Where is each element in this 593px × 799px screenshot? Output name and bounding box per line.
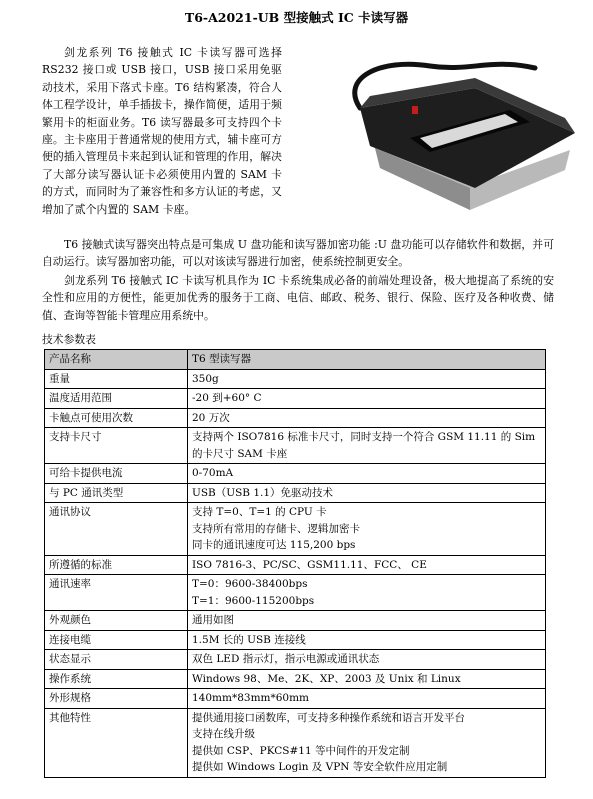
spec-value-line: T=0：9600-38400bps xyxy=(192,578,308,590)
spec-table-row xyxy=(45,611,546,631)
spec-value-line: 支持两个 ISO7816 标准卡尺寸，同时支持一个符合 GSM 11.11 的 Sim 的卡尺寸 SAM 卡座 xyxy=(192,431,536,460)
spec-value xyxy=(188,669,546,689)
spec-table xyxy=(44,349,546,778)
spec-value xyxy=(188,630,546,650)
spec-table-row xyxy=(45,408,546,428)
spec-value-line: 双色 LED 指示灯，指示电源或通讯状态 xyxy=(192,653,380,665)
spec-table-row xyxy=(45,650,546,670)
spec-table-heading: 技术参数表 xyxy=(42,333,96,346)
spec-key: 通讯速率 xyxy=(45,575,188,611)
spec-value-line: -20 到+60° C xyxy=(192,392,262,404)
spec-value-line: USB（USB 1.1）免驱动技术 xyxy=(192,486,334,499)
header-product-name: 产品名称 xyxy=(45,350,188,370)
paragraph-usb-feature: T6 接触式读写器突出特点是可集成 U 盘功能和读写器加密功能 :U 盘功能可以存储软件和数据，并可自动运行。读写器加密功能，可以对该读写器进行加密，使系统控制更安全。 xyxy=(42,238,554,269)
spec-table-row xyxy=(45,369,546,389)
spec-key: 连接电缆 xyxy=(45,630,188,650)
spec-key: 所遵循的标准 xyxy=(45,555,188,575)
paragraph-application: 剑龙系列 T6 接触式 IC 卡读写机具作为 IC 卡系统集成必备的前端处理设备，极大地提高了系统的安全性和应用的方便性，能更加优秀的服务于工商、电信、邮政、税务、银行、保险、医疗及各种收费、储值、查询等智能卡管理应用系统中。 xyxy=(42,274,554,322)
spec-value-line: Windows 98、Me、2K、XP、2003 及 Unix 和 Linux xyxy=(192,672,461,685)
spec-table-row xyxy=(45,503,546,556)
spec-table-header xyxy=(45,350,546,370)
spec-table-row xyxy=(45,464,546,484)
spec-value xyxy=(188,650,546,670)
spec-value-line: 同卡的通讯速度可达 115,200 bps xyxy=(192,539,356,551)
spec-key: 状态显示 xyxy=(45,650,188,670)
spec-value xyxy=(188,389,546,409)
spec-value-line: 提供如 CSP、PKCS#11 等中间件的开发定制 xyxy=(192,744,410,757)
spec-table-row xyxy=(45,389,546,409)
spec-table-row xyxy=(45,555,546,575)
spec-value-line: 支持 T=0、T=1 的 CPU 卡 xyxy=(192,506,327,518)
spec-value-line: 1.5M 长的 USB 连接线 xyxy=(192,633,306,646)
spec-value xyxy=(188,408,546,428)
spec-key: 重量 xyxy=(45,369,188,389)
spec-table-row xyxy=(45,630,546,650)
spec-value-line: 20 万次 xyxy=(192,411,230,424)
spec-key: 支持卡尺寸 xyxy=(45,428,188,464)
spec-key: 温度适用范围 xyxy=(45,389,188,409)
spec-value-line: 支持在线升级 xyxy=(192,728,255,740)
spec-key: 外形规格 xyxy=(45,689,188,709)
intro-text: 剑龙系列 T6 接触式 IC 卡读写器可选择 RS232 接口或 USB 接口，USB 接口采用免驱动技术，采用下落式卡座。T6 结构紧凑，符合人体工程学设计，单手插拔卡，操作简便，适用于频繁用卡的柜面业务。T6 读写器最多可支持四个卡座。主卡座用于普通常规的使用方式，辅卡座可方便的插入管理员卡来起到认证和管理的作用，解决了大部分读写器认证卡必须使用内置的 SAM 卡的方式，而同时为了兼容性和多方认证的考虑，又增加了贰个内置的 SAM 卡座。 xyxy=(42,46,282,216)
spec-value-line: T=1：9600-115200bps xyxy=(192,594,315,607)
spec-value xyxy=(188,483,546,503)
spec-table-row xyxy=(45,689,546,709)
spec-value-line: 0-70mA xyxy=(192,467,234,479)
spec-value xyxy=(188,369,546,389)
spec-value xyxy=(188,464,546,484)
spec-value xyxy=(188,428,546,464)
spec-value-line: ISO 7816-3、PC/SC、GSM11.11、FCC、 CE xyxy=(192,558,427,571)
spec-table-row xyxy=(45,575,546,611)
intro-paragraph xyxy=(42,44,282,218)
spec-key: 可给卡提供电流 xyxy=(45,464,188,484)
spec-table-row xyxy=(45,428,546,464)
spec-value xyxy=(188,555,546,575)
spec-value xyxy=(188,611,546,631)
spec-table-row xyxy=(45,483,546,503)
spec-key: 操作系统 xyxy=(45,669,188,689)
spec-value-line: 提供如 Windows Login 及 VPN 等安全软件应用定制 xyxy=(192,761,448,773)
spec-value xyxy=(188,575,546,611)
spec-table-row xyxy=(45,669,546,689)
spec-key: 与 PC 通讯类型 xyxy=(45,483,188,503)
spec-value-line: 350g xyxy=(192,372,219,385)
spec-value xyxy=(188,689,546,709)
spec-value-line: 支持所有常用的存储卡、逻辑加密卡 xyxy=(192,522,360,535)
spec-key: 通讯协议 xyxy=(45,503,188,556)
spec-key: 其他特性 xyxy=(45,708,188,777)
spec-value-line: 140mm*83mm*60mm xyxy=(192,692,310,704)
header-product-value: T6 型读写器 xyxy=(188,350,546,370)
document-title: T6-A2021-UB 型接触式 IC 卡读写器 xyxy=(184,10,409,25)
spec-table-row xyxy=(45,708,546,777)
spec-value-line: 通用如图 xyxy=(192,614,234,626)
spec-value-line: 提供通用接口函数库，可支持多种操作系统和语言开发平台 xyxy=(192,711,465,724)
spec-value xyxy=(188,503,546,556)
spec-key: 外观颜色 xyxy=(45,611,188,631)
intro-tail-line xyxy=(42,218,554,235)
spec-key: 卡触点可使用次数 xyxy=(45,408,188,428)
spec-value xyxy=(188,708,546,777)
card-reader-image xyxy=(300,38,585,213)
